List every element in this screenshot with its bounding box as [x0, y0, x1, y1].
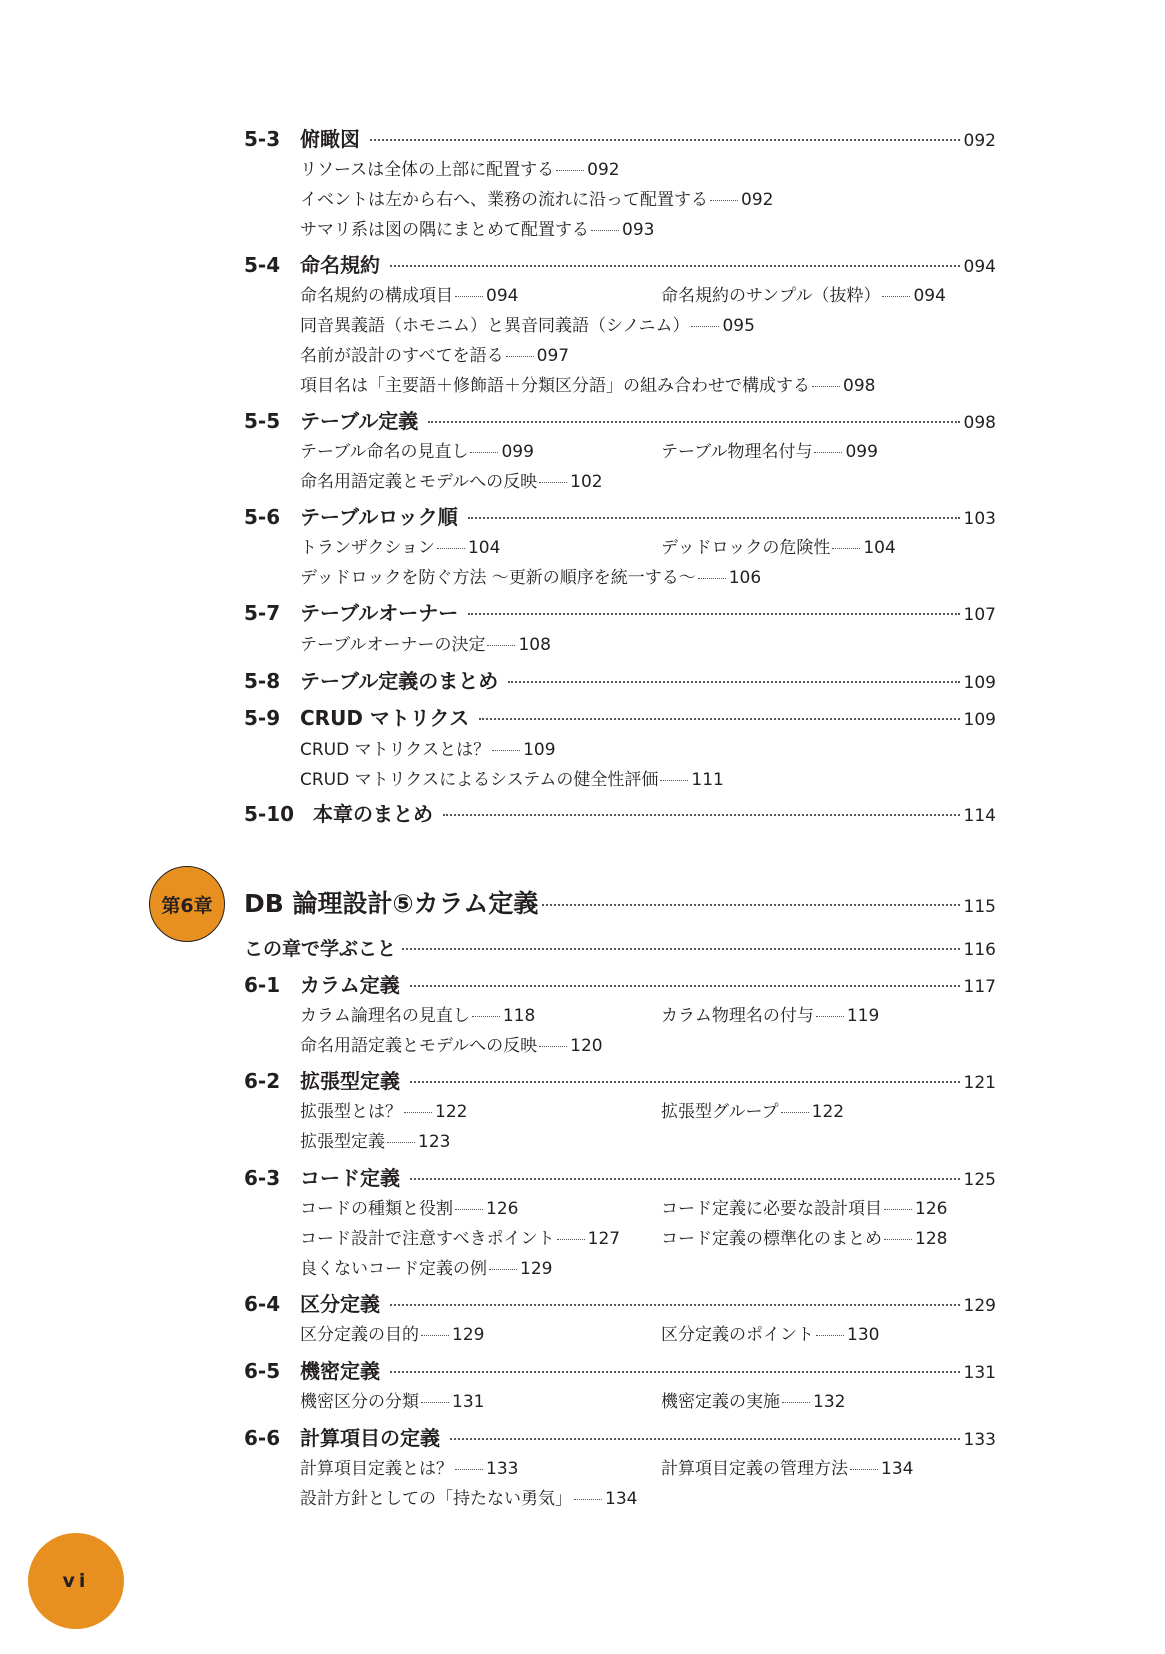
item-label: リソースは全体の上部に配置する: [300, 160, 555, 180]
page-number: 095: [722, 316, 755, 336]
leader-dots: [884, 1239, 912, 1240]
leader-dots: [816, 1016, 844, 1017]
section-title: 区分定義: [300, 1292, 380, 1316]
section-number: 6-1: [244, 973, 281, 997]
section-title: 命名規約: [300, 253, 380, 277]
page-number: 102: [570, 472, 603, 492]
leader-dots: [660, 780, 688, 781]
section-title: テーブル定義のまとめ: [300, 669, 499, 693]
section-title: 計算項目の定義: [300, 1426, 440, 1450]
page-number: 129: [963, 1296, 996, 1316]
leader-dots: [782, 1402, 810, 1403]
toc-item[interactable]: [300, 1323, 484, 1347]
item-label: 区分定義のポイント: [661, 1325, 814, 1345]
toc-item[interactable]: [300, 566, 761, 590]
section-title: 俯瞰図: [300, 127, 360, 151]
section-title: カラム定義: [300, 973, 400, 997]
page-number: 093: [622, 220, 655, 240]
section-number: 6-2: [244, 1069, 281, 1093]
section-title: CRUD マトリクス: [300, 706, 470, 730]
item-label: コードの種類と役割: [300, 1199, 453, 1219]
toc-section-5-8[interactable]: [244, 668, 996, 696]
toc-item[interactable]: [661, 440, 878, 464]
leader-dots: [487, 645, 515, 646]
page-number: 107: [963, 605, 996, 625]
section-number: 5-5: [244, 409, 281, 433]
leader-dots: [574, 1499, 602, 1500]
item-label: 拡張型とは？: [300, 1102, 402, 1122]
page-number: 094: [913, 286, 946, 306]
page-number: 094: [963, 257, 996, 277]
leader-dots: [710, 200, 738, 201]
toc-item[interactable]: [300, 374, 875, 398]
leader-dots: [421, 1335, 449, 1336]
item-label: テーブルオーナーの決定: [300, 635, 486, 655]
item-label: 計算項目定義の管理方法: [661, 1459, 848, 1479]
item-label: CRUD マトリクスによるシステムの健全性評価: [300, 770, 659, 790]
page-number: 098: [843, 376, 876, 396]
leader-dots: [404, 1112, 432, 1113]
leader-dots: [492, 750, 520, 751]
page-number: 120: [570, 1036, 603, 1056]
toc-item[interactable]: [661, 536, 896, 560]
toc-section-5-7[interactable]: [244, 600, 996, 628]
item-label: コード定義の標準化のまとめ: [661, 1229, 882, 1249]
toc-item[interactable]: [300, 470, 603, 494]
page-number: 121: [963, 1073, 996, 1093]
page-number: 133: [963, 1430, 996, 1450]
toc-section-6-6[interactable]: [244, 1425, 996, 1453]
toc-section-5-3[interactable]: [244, 126, 996, 154]
leader-dots: [489, 1269, 517, 1270]
leader-dots: [370, 139, 960, 141]
item-label: デッドロックの危険性: [661, 538, 831, 558]
leader-dots: [691, 326, 719, 327]
toc-item[interactable]: [300, 344, 569, 368]
item-label: 拡張型定義: [300, 1132, 385, 1152]
page-number: 104: [863, 538, 896, 558]
page-number: 115: [963, 897, 996, 917]
page-number: 099: [845, 442, 878, 462]
item-label: カラム物理名の付与: [661, 1006, 814, 1026]
toc-item[interactable]: [300, 1100, 467, 1124]
section-number: 5-8: [244, 669, 281, 693]
intro-title: この章で学ぶこと: [244, 938, 397, 960]
leader-dots: [387, 1142, 415, 1143]
toc-item[interactable]: [300, 218, 654, 242]
leader-dots: [816, 1335, 844, 1336]
page-number: 094: [486, 286, 519, 306]
page-number: 129: [452, 1325, 485, 1345]
section-title: 拡張型定義: [300, 1069, 400, 1093]
section-number: 6-4: [244, 1292, 281, 1316]
leader-dots: [591, 230, 619, 231]
toc-item[interactable]: [661, 284, 946, 308]
toc-section-5-9[interactable]: [244, 705, 996, 733]
page-number: 122: [811, 1102, 845, 1122]
item-label: カラム論理名の見直し: [300, 1006, 470, 1026]
leader-dots: [556, 170, 584, 171]
toc-section-6-4[interactable]: [244, 1291, 996, 1319]
page-number: 106: [728, 568, 762, 588]
item-label: 良くないコード定義の例: [300, 1259, 487, 1279]
page-number: 119: [846, 1006, 880, 1026]
leader-dots: [470, 452, 498, 453]
toc-chapter-6[interactable]: [244, 884, 996, 920]
page-number: 125: [963, 1170, 996, 1190]
leader-dots: [472, 1016, 500, 1017]
page-number: 109: [963, 710, 996, 730]
page-number: 109: [963, 673, 996, 693]
item-label: 計算項目定義とは？: [300, 1459, 453, 1479]
page-number: 134: [605, 1489, 638, 1509]
leader-dots: [410, 1081, 960, 1083]
page-folio: vi: [28, 1533, 124, 1629]
section-number: 5-10: [244, 802, 295, 826]
toc-item[interactable]: [661, 1390, 845, 1414]
page-number: 129: [520, 1259, 553, 1279]
page-number: 130: [847, 1325, 880, 1345]
toc-item[interactable]: [300, 1487, 637, 1511]
leader-dots: [443, 814, 960, 816]
leader-dots: [882, 296, 910, 297]
page-number: 104: [467, 538, 501, 558]
toc-item[interactable]: [300, 633, 551, 657]
page-number: 117: [963, 977, 996, 997]
leader-dots: [402, 948, 960, 950]
item-label: 区分定義の目的: [300, 1325, 419, 1345]
leader-dots: [884, 1209, 912, 1210]
leader-dots: [698, 578, 726, 579]
section-number: 5-3: [244, 127, 281, 151]
item-label: 機密定義の実施: [661, 1392, 780, 1412]
page-number: 114: [963, 806, 996, 826]
chapter-title: DB 論理設計⑤カラム定義: [244, 889, 539, 918]
page-number: 092: [587, 160, 620, 180]
leader-dots: [832, 548, 860, 549]
toc-item[interactable]: [300, 1004, 535, 1028]
leader-dots: [814, 452, 842, 453]
leader-dots: [390, 1304, 960, 1306]
item-label: 命名用語定義とモデルへの反映: [300, 1036, 538, 1056]
toc-item[interactable]: [300, 314, 755, 338]
item-label: 拡張型グループ: [661, 1102, 779, 1122]
section-title: テーブルロック順: [300, 505, 458, 529]
toc-item[interactable]: [300, 1457, 518, 1481]
leader-dots: [410, 1178, 960, 1180]
page-number: 133: [486, 1459, 519, 1479]
toc-item[interactable]: [300, 1227, 620, 1251]
page-number: 092: [963, 131, 996, 151]
page-number: 108: [518, 635, 551, 655]
page-number: 123: [418, 1132, 451, 1152]
section-title: コード定義: [300, 1166, 400, 1190]
toc-chapter-intro[interactable]: [244, 934, 996, 961]
section-title: 本章のまとめ: [313, 802, 433, 826]
page-number: 103: [963, 509, 996, 529]
item-label: 項目名は「主要語＋修飾語＋分類区分語」の組み合わせで構成する: [300, 376, 810, 396]
page-number: 122: [435, 1102, 468, 1122]
toc-item[interactable]: [300, 768, 724, 792]
item-label: デッドロックを防ぐ方法 〜更新の順序を統一する〜: [300, 568, 696, 588]
leader-dots: [390, 1371, 960, 1373]
leader-dots: [812, 386, 840, 387]
item-label: 名前が設計のすべてを語る: [300, 346, 504, 366]
leader-dots: [542, 904, 959, 906]
toc-section-5-5[interactable]: [244, 408, 996, 436]
leader-dots: [450, 1438, 960, 1440]
page-number: 126: [915, 1199, 948, 1219]
item-label: 命名規約のサンプル（抜粋）: [661, 286, 881, 306]
page-number: 132: [813, 1392, 846, 1412]
section-title: テーブル定義: [300, 409, 419, 433]
leader-dots: [455, 1209, 483, 1210]
toc-item[interactable]: [661, 1457, 913, 1481]
leader-dots: [479, 718, 959, 720]
page-number: 134: [881, 1459, 914, 1479]
leader-dots: [850, 1469, 878, 1470]
leader-dots: [508, 681, 959, 683]
section-title: テーブルオーナー: [300, 601, 459, 625]
item-label: 同音異義語（ホモニム）と異音同義語（シノニム）: [300, 316, 690, 336]
toc-item[interactable]: [300, 738, 556, 762]
section-number: 6-3: [244, 1166, 281, 1190]
toc-section-5-6[interactable]: [244, 504, 996, 532]
section-number: 6-5: [244, 1359, 281, 1383]
toc-section-6-1[interactable]: [244, 972, 996, 1000]
page-number: 098: [963, 413, 996, 433]
toc-item[interactable]: [300, 1390, 484, 1414]
leader-dots: [468, 517, 960, 519]
page-number: 092: [741, 190, 774, 210]
toc-item[interactable]: [300, 188, 773, 212]
toc-section-6-2[interactable]: [244, 1068, 996, 1096]
leader-dots: [410, 985, 960, 987]
page-number: 116: [963, 940, 996, 960]
leader-dots: [421, 1402, 449, 1403]
item-label: サマリ系は図の隅にまとめて配置する: [300, 220, 589, 240]
page-number: 131: [963, 1363, 996, 1383]
toc-section-5-4[interactable]: [244, 252, 996, 280]
page-number: 127: [587, 1229, 621, 1249]
toc-item[interactable]: [300, 284, 518, 308]
leader-dots: [390, 265, 960, 267]
leader-dots: [468, 613, 959, 615]
toc-item[interactable]: [661, 1100, 844, 1124]
page-number: 099: [501, 442, 534, 462]
section-number: 5-6: [244, 505, 281, 529]
leader-dots: [539, 482, 567, 483]
toc-section-5-10[interactable]: [244, 801, 996, 829]
toc-item[interactable]: [300, 440, 534, 464]
page-number: 097: [536, 346, 570, 366]
item-label: イベントは左から右へ、業務の流れに沿って配置する: [300, 190, 708, 210]
item-label: コード設計で注意すべきポイント: [300, 1229, 555, 1249]
chapter-badge: 第6章: [149, 866, 225, 942]
item-label: 機密区分の分類: [300, 1392, 419, 1412]
toc-item[interactable]: [661, 1227, 947, 1251]
leader-dots: [781, 1112, 809, 1113]
toc-item[interactable]: [661, 1197, 947, 1221]
page-number: 128: [915, 1229, 948, 1249]
item-label: コード定義に必要な設計項目: [661, 1199, 882, 1219]
toc-item[interactable]: [300, 536, 500, 560]
toc-section-6-5[interactable]: [244, 1358, 996, 1386]
leader-dots: [539, 1046, 567, 1047]
toc-item[interactable]: [300, 1130, 450, 1154]
leader-dots: [506, 356, 534, 357]
item-label: テーブル命名の見直し: [300, 442, 469, 462]
leader-dots: [428, 421, 959, 423]
section-title: 機密定義: [300, 1359, 380, 1383]
page-number: 131: [452, 1392, 485, 1412]
section-number: 5-7: [244, 601, 281, 625]
item-label: トランザクション: [300, 538, 435, 558]
toc-item[interactable]: [300, 1257, 552, 1281]
page-number: 111: [691, 770, 724, 790]
leader-dots: [437, 548, 465, 549]
toc-section-6-3[interactable]: [244, 1165, 996, 1193]
item-label: CRUD マトリクスとは？: [300, 740, 491, 760]
item-label: 命名規約の構成項目: [300, 286, 453, 306]
section-number: 5-9: [244, 706, 281, 730]
item-label: 設計方針としての「持たない勇気」: [300, 1489, 572, 1509]
leader-dots: [557, 1239, 585, 1240]
leader-dots: [455, 296, 483, 297]
page-number: 109: [523, 740, 556, 760]
section-number: 6-6: [244, 1426, 281, 1450]
item-label: テーブル物理名付与: [661, 442, 813, 462]
page-number: 118: [502, 1006, 536, 1026]
section-number: 5-4: [244, 253, 281, 277]
leader-dots: [455, 1469, 483, 1470]
toc-item[interactable]: [300, 1034, 603, 1058]
toc-item[interactable]: [661, 1004, 879, 1028]
toc-item[interactable]: [661, 1323, 879, 1347]
toc-item[interactable]: [300, 1197, 518, 1221]
page-number: 126: [486, 1199, 519, 1219]
item-label: 命名用語定義とモデルへの反映: [300, 472, 538, 492]
toc-item[interactable]: [300, 158, 620, 182]
